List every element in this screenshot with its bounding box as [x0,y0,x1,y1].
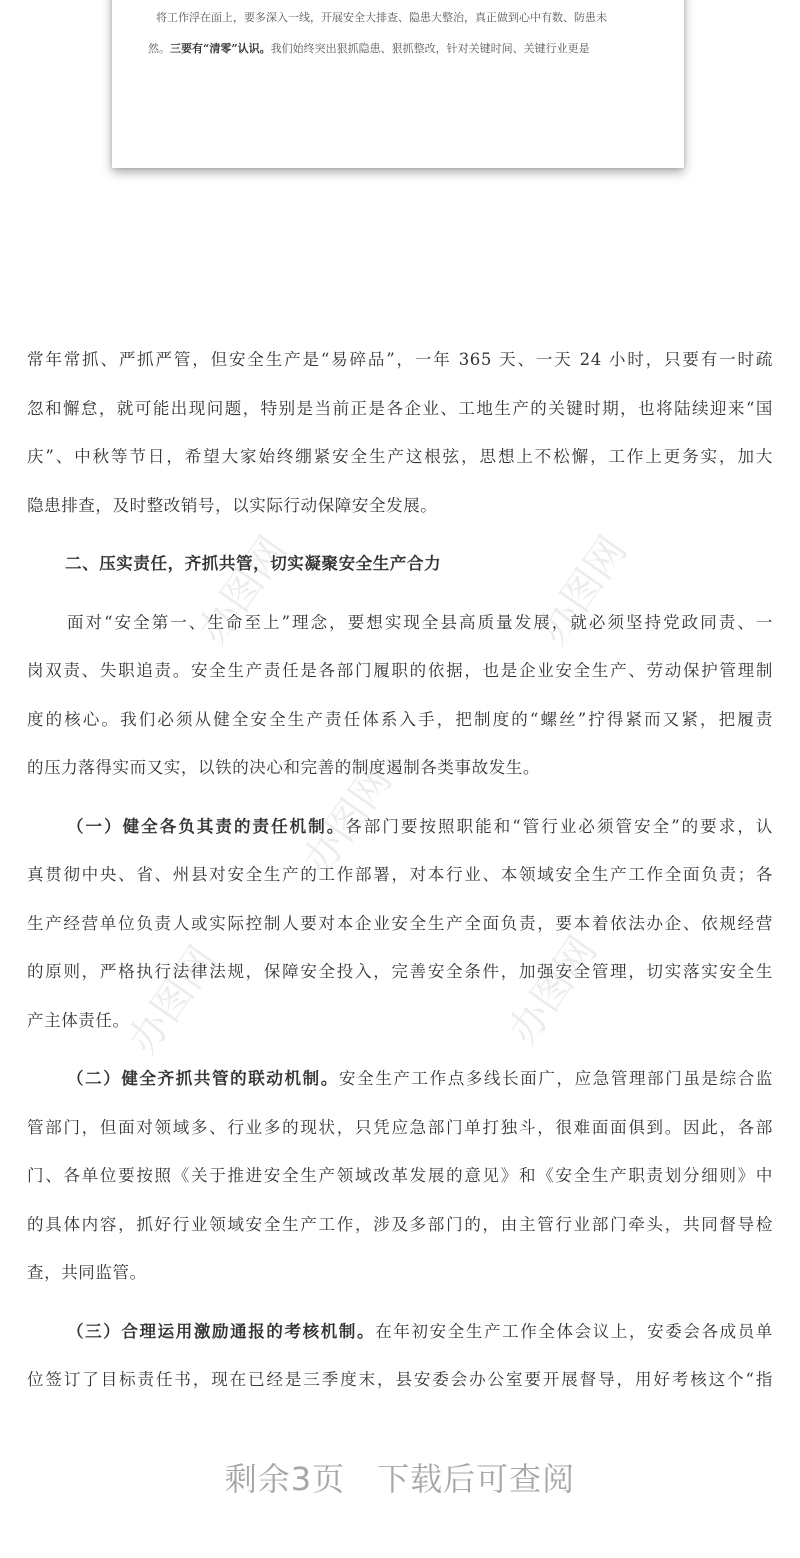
watermark: 办图网 [119,938,227,1063]
subsection-1-text: 各部门要按照职能和“管行业必须管安全”的要求，认 [345,816,773,836]
watermark: 办图网 [189,528,297,653]
text-line [27,803,773,852]
preview-line-2-prefix: 然。 [148,42,170,55]
preview-line-2-bold: 三要有“清零”认识。 [170,42,271,55]
subsection-1 [27,803,773,1046]
text-line: 管部门，但面对领域多、行业多的现状，只凭应急部门单打独斗，很难面面俱到。因此，各部 [27,1117,773,1137]
remaining-pages-notice[interactable] [0,1454,800,1500]
text-line: 产主体责任。 [27,1010,130,1030]
text-line: 常年常抓、严抓严管，但安全生产是“易碎品”，一年 365 天、一天 24 小时，只要有一时疏 [27,350,773,369]
subsection-3-title: （三）合理运用激励通报的考核机制。 [67,1321,376,1341]
subsection-2-title: （二）健全齐抓共管的联动机制。 [67,1069,339,1088]
subsection-3-text: 在年初安全生产工作全体会议上，安委会各成员单 [375,1321,774,1341]
text-line: 的原则，严格执行法律法规，保障安全投入，完善安全条件，加强安全管理，切实落实安全生 [27,962,773,981]
text-line [27,1308,773,1357]
watermark: 办图网 [294,758,402,883]
text-line: 庆”、中秋等节日，希望大家始终绷紧安全生产这根弦，思想上不松懈，工作上更务实，加大 [27,447,773,466]
watermark: 办图网 [499,928,607,1053]
heading-text: 二、压实责任，齐抓共管，切实凝聚安全生产合力 [65,554,442,573]
subsection-1-title: （一）健全各负其责的责任机制。 [67,816,346,836]
text-line: 门、各单位要按照《关于推进安全生产领域改革发展的意见》和《安全生产职责划分细则》中 [27,1166,773,1185]
download-to-view-text: 下载后可查阅 [377,1460,576,1498]
paragraph-2 [27,599,773,793]
subsection-2-text: 安全生产工作点多线长面广，应急管理部门虽是综合监 [338,1069,773,1088]
preview-line-2-rest: 我们始终突出狠抓隐患、狠抓整改，针对关键时间、关键行业更是 [270,42,590,55]
text-line: 位签订了目标责任书，现在已经是三季度末，县安委会办公室要开展督导，用好考核这个“指 [27,1370,773,1389]
text-line: 隐患排查，及时整改销号，以实际行动保障安全发展。 [27,495,438,515]
text-line: 面对“安全第一、生命至上”理念，要想实现全县高质量发展，就必须坚持党政同责、一 [67,612,773,632]
text-line: 度的核心。我们必须从健全安全生产责任体系入手，把制度的“螺丝”拧得紧而又紧，把履责 [27,709,773,729]
text-line: 查，共同监管。 [27,1263,147,1282]
preview-line-1: 将工作浮在面上，要多深入一线，开展安全大排查、隐患大整治，真正做到心中有数、防患未 [156,11,607,24]
text-line: 忽和懈怠，就可能出现问题，特别是当前正是各企业、工地生产的关键时期，也将陆续迎来“国 [27,398,773,418]
paragraph-1 [27,336,773,530]
subsection-2 [27,1055,773,1298]
document-body [27,336,773,1405]
text-line: 岗双责、失职追责。安全生产责任是各部门履职的依据，也是企业安全生产、劳动保护管理制 [27,661,773,680]
text-line [27,1055,773,1104]
watermark: 办图网 [529,528,637,653]
text-line: 生产经营单位负责人或实际控制人要对本企业安全生产全面负责，要本着依法办企、依规经营 [27,913,773,933]
page-preview-card [112,0,684,168]
section-heading-2 [27,540,773,589]
text-line: 的具体内容，抓好行业领域安全生产工作，涉及多部门的，由主管行业部门牵头，共同督导检 [27,1214,773,1234]
remaining-pages-text: 剩余3页 [224,1460,346,1498]
text-line: 的压力落得实而又实，以铁的决心和完善的制度遏制各类事故发生。 [27,758,540,777]
text-line: 真贯彻中央、省、州县对安全生产的工作部署，对本行业、本领域安全生产工作全面负责；各 [27,865,773,884]
subsection-3 [27,1308,773,1405]
preview-line-2 [148,41,648,57]
